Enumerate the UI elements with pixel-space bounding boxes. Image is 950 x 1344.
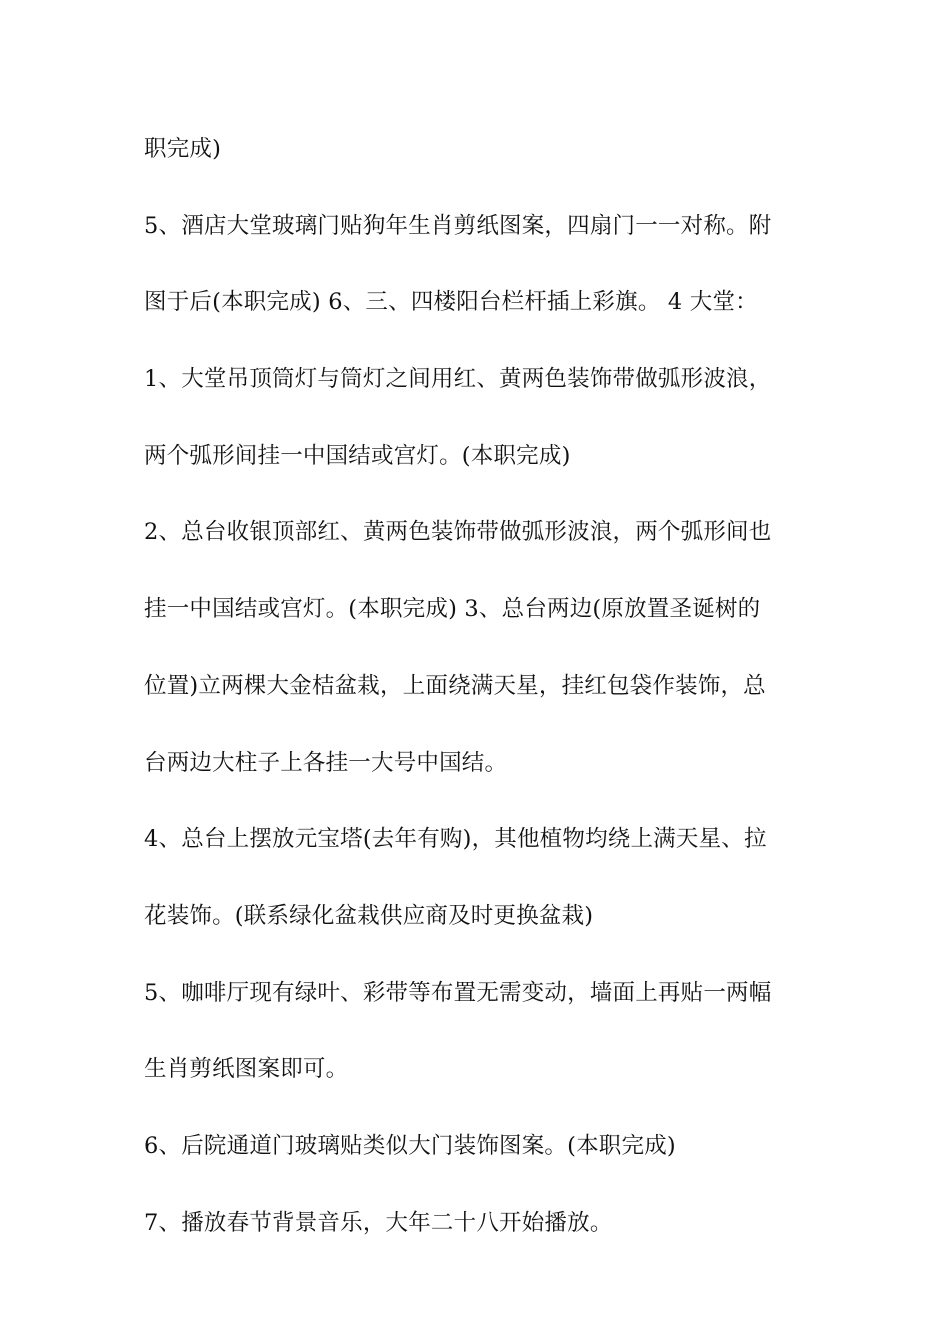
text-line: 花装饰。(联系绿化盆栽供应商及时更换盆栽) <box>144 902 594 929</box>
text-line: 挂一中国结或宫灯。(本职完成) 3、总台两边(原放置圣诞树的 <box>144 596 761 623</box>
text-line: 7、播放春节背景音乐，大年二十八开始播放。 <box>144 1209 613 1236</box>
document-body <box>144 130 824 1280</box>
text-line: 1、大堂吊顶筒灯与筒灯之间用红、黄两色装饰带做弧形波浪， <box>144 366 772 393</box>
text-line: 台两边大柱子上各挂一大号中国结。 <box>144 749 508 776</box>
text-line: 5、咖啡厅现有绿叶、彩带等布置无需变动，墙面上再贴一两幅 <box>144 979 772 1006</box>
text-line: 生肖剪纸图案即可。 <box>144 1056 349 1083</box>
text-line: 6、后院通道门玻璃贴类似大门装饰图案。(本职完成) <box>144 1132 676 1159</box>
text-line: 职完成) <box>144 136 222 162</box>
text-line: 5、酒店大堂玻璃门贴狗年生肖剪纸图案，四扇门一一对称。附 <box>144 212 772 239</box>
text-line: 两个弧形间挂一中国结或宫灯。(本职完成) <box>144 442 571 469</box>
text-line: 4、总台上摆放元宝塔(去年有购)，其他植物均绕上满天星、拉 <box>144 826 767 853</box>
text-line: 位置)立两棵大金桔盆栽，上面绕满天星，挂红包袋作装饰，总 <box>144 672 766 699</box>
text-line: 2、总台收银顶部红、黄两色装饰带做弧形波浪，两个弧形间也 <box>144 519 772 546</box>
text-line: 图于后(本职完成) 6、三、四楼阳台栏杆插上彩旗。 4 大堂： <box>144 289 758 316</box>
